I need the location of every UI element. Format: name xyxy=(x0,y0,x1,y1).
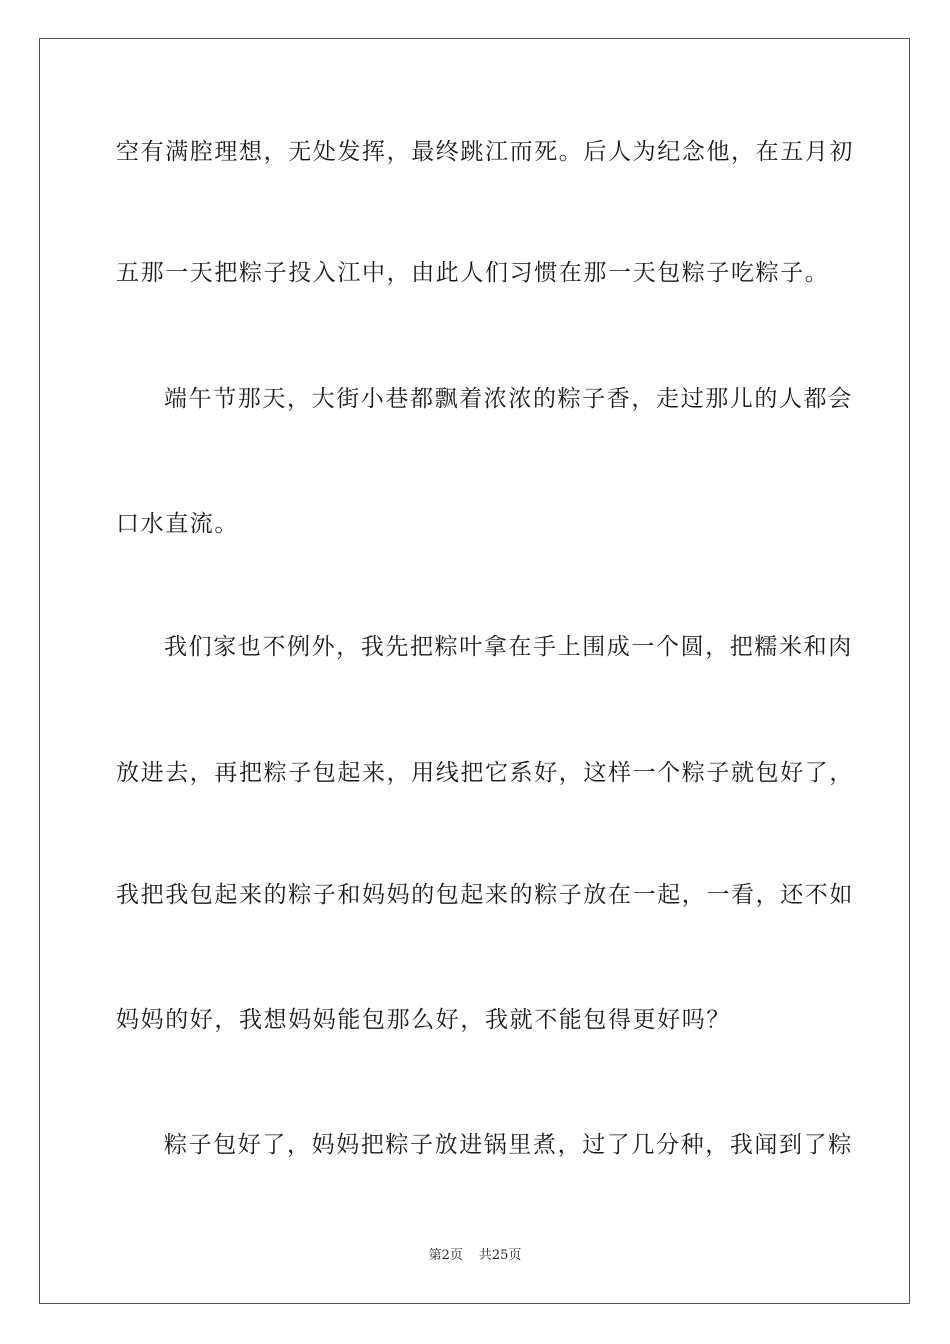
page-footer xyxy=(0,1247,950,1265)
page-border xyxy=(39,38,910,1304)
text-line: 口水直流。 xyxy=(116,511,239,537)
page-number: 第2页 xyxy=(428,1248,463,1263)
text-line: 我把我包起来的粽子和妈妈的包起来的粽子放在一起，一看，还不如 xyxy=(116,882,854,908)
text-line: 五那一天把粽子投入江中，由此人们习惯在那一天包粽子吃粽子。 xyxy=(116,260,830,286)
text-line: 放进去，再把粽子包起来，用线把它系好，这样一个粽子就包好了， xyxy=(116,760,854,786)
text-line: 空有满腔理想，无处发挥，最终跳江而死。后人为纪念他，在五月初 xyxy=(116,139,854,165)
paragraph-first-line: 粽子包好了，妈妈把粽子放进锅里煮，过了几分种，我闻到了粽 xyxy=(164,1132,853,1158)
page-total: 共25页 xyxy=(478,1248,522,1263)
text-line: 妈妈的好，我想妈妈能包那么好，我就不能包得更好吗？ xyxy=(116,1007,731,1033)
paragraph-first-line: 端午节那天，大街小巷都飘着浓浓的粽子香，走过那儿的人都会 xyxy=(164,386,853,412)
paragraph-first-line: 我们家也不例外，我先把粽叶拿在手上围成一个圆，把糯米和肉 xyxy=(164,634,853,660)
